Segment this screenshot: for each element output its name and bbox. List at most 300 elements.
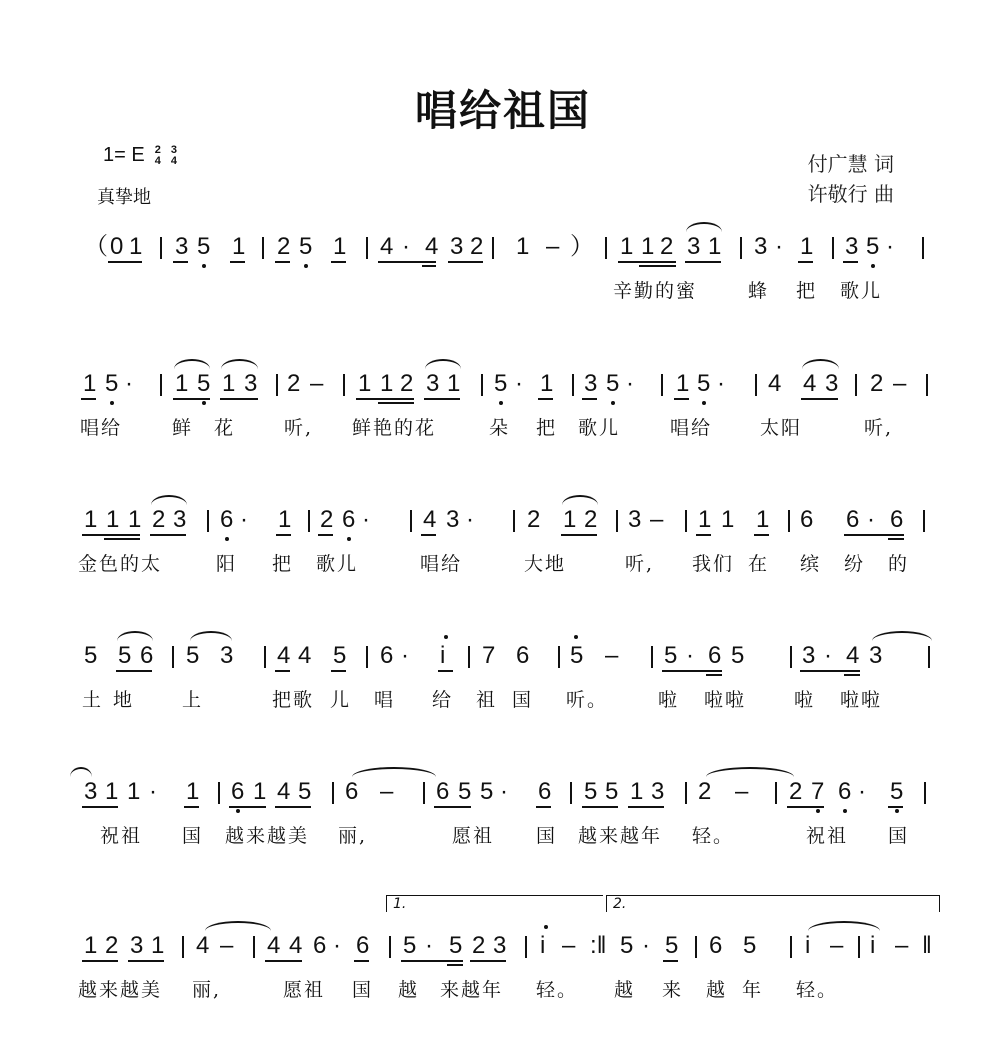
barline	[276, 374, 278, 396]
lyric-syllable: 歌儿	[578, 417, 621, 439]
barline	[790, 646, 792, 668]
note: 2	[152, 506, 166, 533]
underline-beam	[844, 674, 860, 676]
lower-octave-dot	[895, 809, 899, 813]
note: 6	[345, 778, 359, 805]
note: 3	[869, 642, 883, 669]
note: 1	[620, 233, 634, 260]
slur-tie	[221, 359, 258, 369]
underline-beam	[318, 534, 333, 536]
note: 5	[480, 778, 494, 805]
lyric-syllable: 上	[182, 689, 204, 711]
lyric-syllable: 大地	[524, 553, 567, 575]
barline	[264, 646, 266, 668]
lyric-syllable: 朵	[489, 417, 511, 439]
underline-beam	[276, 534, 291, 536]
note: 2	[320, 506, 334, 533]
note: 6	[516, 642, 530, 669]
note: 3	[651, 778, 665, 805]
underline-beam	[801, 398, 838, 400]
slur-tie	[352, 767, 436, 777]
note: 5	[697, 370, 711, 397]
lyric-syllable: 歌儿	[316, 553, 359, 575]
lyric-syllable: 来越年	[440, 979, 504, 1001]
underline-beam	[82, 806, 118, 808]
lyric-syllable: 太阳	[760, 417, 803, 439]
underline-beam	[275, 261, 290, 263]
note: 1	[128, 506, 142, 533]
underline-beam	[220, 398, 258, 400]
note: 5	[890, 778, 904, 805]
barline	[468, 646, 470, 668]
underline-beam	[150, 534, 186, 536]
note: –	[895, 932, 909, 959]
barline	[160, 374, 162, 396]
underline-beam	[706, 674, 722, 676]
note: 3	[845, 233, 859, 260]
lower-octave-dot	[702, 401, 706, 405]
note: 1	[563, 506, 577, 533]
note: 1	[105, 778, 119, 805]
note: 5	[458, 778, 472, 805]
note: 5	[197, 233, 211, 260]
barline	[366, 237, 368, 259]
note: 1	[151, 932, 165, 959]
note: 4	[277, 778, 291, 805]
barline	[332, 782, 334, 804]
lyric-syllable: 儿	[330, 689, 352, 711]
underline-beam	[844, 534, 904, 536]
lower-octave-dot	[304, 264, 308, 268]
underline-beam	[82, 960, 118, 962]
lyric-syllable: 把	[272, 553, 294, 575]
note: 1	[278, 506, 292, 533]
barline	[262, 237, 264, 259]
note: 1	[721, 506, 735, 533]
underline-beam	[173, 261, 188, 263]
note: –	[562, 932, 576, 959]
note: 1	[540, 370, 554, 397]
note: 1	[84, 506, 98, 533]
note: 4	[423, 506, 437, 533]
lyric-syllable: 越来越年	[578, 825, 663, 847]
slur-tie	[425, 359, 461, 369]
lyric-syllable: 轻。	[536, 979, 579, 1001]
note: 7	[482, 642, 496, 669]
lyric-syllable: 越	[614, 979, 636, 1001]
barline	[755, 374, 757, 396]
song-title: 唱给祖国	[414, 86, 591, 135]
note: ·	[466, 506, 474, 533]
lyricist-credit: 付广慧 词	[807, 152, 894, 176]
slur-tie	[802, 359, 839, 369]
underline-beam	[104, 538, 140, 540]
note: ·	[886, 233, 894, 260]
note: :‖	[590, 932, 607, 959]
note: 1	[175, 370, 189, 397]
note: 5	[664, 642, 678, 669]
note: 1	[380, 370, 394, 397]
note: 2	[472, 932, 486, 959]
lyric-syllable: 啦啦	[840, 689, 883, 711]
note: ·	[686, 642, 694, 669]
lyric-syllable: 鲜	[172, 417, 194, 439]
note: 3	[220, 642, 234, 669]
note: 1	[84, 932, 98, 959]
lyric-syllable: 祝祖	[100, 825, 143, 847]
note: 6	[538, 778, 552, 805]
note: 5	[584, 778, 598, 805]
underline-beam	[230, 261, 245, 263]
note: ·	[515, 370, 523, 397]
note: 3	[426, 370, 440, 397]
lyrics-line	[0, 685, 1006, 715]
lyric-syllable: 地	[113, 689, 135, 711]
notation-line	[0, 931, 1006, 971]
note: ·	[240, 506, 248, 533]
lyric-syllable: 我们	[692, 553, 735, 575]
note: ·	[402, 233, 410, 260]
note: 3	[825, 370, 839, 397]
note: 6	[838, 778, 852, 805]
slur-tie	[151, 495, 187, 505]
note: 3	[628, 506, 642, 533]
barline	[775, 782, 777, 804]
lower-octave-dot	[843, 809, 847, 813]
lower-octave-dot	[816, 809, 820, 813]
barline	[832, 237, 834, 259]
note: 4	[298, 642, 312, 669]
lyric-syllable: 纷	[844, 553, 866, 575]
slur-tie	[706, 767, 794, 777]
lyric-syllable: 唱给	[420, 553, 463, 575]
note: 6	[436, 778, 450, 805]
note: 1	[253, 778, 267, 805]
note: 4	[768, 370, 782, 397]
lyrics-line	[0, 975, 1006, 1005]
lyrics-line	[0, 549, 1006, 579]
note: ·	[626, 370, 634, 397]
lyric-syllable: 听,	[864, 417, 894, 439]
note: 3	[175, 233, 189, 260]
note: 5	[570, 642, 584, 669]
note: 6	[380, 642, 394, 669]
lyric-syllable: 越	[398, 979, 420, 1001]
note: 4	[425, 233, 439, 260]
underline-beam	[628, 806, 664, 808]
barline	[616, 510, 618, 532]
barline	[922, 237, 924, 259]
lyric-syllable: 把歌	[272, 689, 315, 711]
lyric-syllable: 鲜艳的花	[352, 417, 437, 439]
barline	[423, 782, 425, 804]
note: i	[540, 932, 546, 959]
note: 1	[129, 233, 143, 260]
note: 3	[173, 506, 187, 533]
fermata-icon	[544, 925, 548, 929]
note: ·	[125, 370, 133, 397]
note: 2	[870, 370, 884, 397]
note: ·	[824, 642, 832, 669]
barline	[572, 374, 574, 396]
lyric-syllable: 唱给	[670, 417, 713, 439]
tempo-marking: 真挚地	[97, 187, 151, 208]
lyric-syllable: 啦	[794, 689, 816, 711]
underline-beam	[331, 670, 346, 672]
lower-octave-dot	[202, 401, 206, 405]
note: –	[310, 370, 324, 397]
lyric-syllable: 祖	[476, 689, 498, 711]
fermata-icon	[574, 635, 578, 639]
underline-beam	[128, 960, 164, 962]
barline	[481, 374, 483, 396]
lyric-syllable: 把	[536, 417, 558, 439]
underline-beam	[448, 261, 483, 263]
composer-credit: 许敬行 曲	[807, 182, 894, 206]
lower-octave-dot	[202, 264, 206, 268]
lyric-syllable: 把	[796, 280, 818, 302]
underline-beam	[888, 806, 903, 808]
lyric-syllable: 唱	[374, 689, 396, 711]
lyric-syllable: 轻。	[796, 979, 839, 1001]
lyrics-line	[0, 276, 1006, 306]
note: 5	[118, 642, 132, 669]
note: 4	[289, 932, 303, 959]
note: ）	[570, 233, 594, 260]
note: –	[830, 932, 844, 959]
note: 1	[447, 370, 461, 397]
note: ·	[642, 932, 650, 959]
note: ·	[425, 932, 433, 959]
barline	[410, 510, 412, 532]
lower-octave-dot	[347, 537, 351, 541]
lower-octave-dot	[499, 401, 503, 405]
lyric-syllable: 国	[512, 689, 534, 711]
note: 6	[342, 506, 356, 533]
score-line-4	[0, 641, 1006, 711]
barline	[923, 510, 925, 532]
note: ‖	[922, 932, 932, 959]
underline-beam	[754, 534, 769, 536]
barline	[172, 646, 174, 668]
note: 5	[84, 642, 98, 669]
lyric-syllable: 年	[742, 979, 764, 1001]
barline	[928, 646, 930, 668]
note: 5	[605, 778, 619, 805]
key-signature: 1= E	[103, 144, 145, 166]
barline	[661, 374, 663, 396]
note: 6	[356, 932, 370, 959]
lower-octave-dot	[225, 537, 229, 541]
fermata-icon	[444, 635, 448, 639]
lyric-syllable: 丽,	[338, 825, 368, 847]
barline	[924, 782, 926, 804]
lyric-syllable: 在	[748, 553, 770, 575]
lyric-syllable: 来	[662, 979, 684, 1001]
lyrics-line	[0, 821, 1006, 851]
note: 5	[299, 233, 313, 260]
lyric-syllable: 越来越美	[78, 979, 163, 1001]
note: ·	[401, 642, 409, 669]
note: 5	[403, 932, 417, 959]
lyric-syllable: 越	[706, 979, 728, 1001]
score-line-3	[0, 505, 1006, 575]
note: ·	[858, 778, 866, 805]
underline-beam	[424, 398, 460, 400]
lyric-syllable: 唱给	[80, 417, 123, 439]
note: 3	[687, 233, 701, 260]
note: 1	[333, 233, 347, 260]
underline-beam	[275, 806, 311, 808]
note: 6	[800, 506, 814, 533]
lyric-syllable: 丽,	[192, 979, 222, 1001]
underline-beam	[275, 670, 290, 672]
note: 3	[244, 370, 258, 397]
underline-beam	[82, 534, 140, 536]
note: 1	[232, 233, 246, 260]
note: –	[546, 233, 560, 260]
note: ·	[333, 932, 341, 959]
slur-tie	[205, 921, 271, 931]
barline	[343, 374, 345, 396]
notation-line	[0, 232, 1006, 272]
barline	[790, 936, 792, 958]
barline	[308, 510, 310, 532]
volta-bracket-2: 2.	[606, 895, 940, 912]
underline-beam	[265, 960, 302, 962]
note: 5	[186, 642, 200, 669]
notation-line	[0, 641, 1006, 681]
note: –	[220, 932, 234, 959]
note: 1	[516, 233, 530, 260]
note: 4	[803, 370, 817, 397]
note: –	[380, 778, 394, 805]
note: 3	[584, 370, 598, 397]
note: 2	[400, 370, 414, 397]
lyric-syllable: 听,	[625, 553, 655, 575]
underline-beam	[618, 261, 676, 263]
lyric-syllable: 愿祖	[452, 825, 495, 847]
underline-beam	[696, 534, 711, 536]
note: 3	[493, 932, 507, 959]
underline-beam	[662, 670, 722, 672]
note: –	[650, 506, 664, 533]
barline	[160, 237, 162, 259]
note: 4	[196, 932, 210, 959]
score-line-1	[0, 232, 1006, 302]
underline-beam	[582, 398, 597, 400]
note: 4	[380, 233, 394, 260]
barline	[605, 237, 607, 259]
lyric-syllable: 国	[888, 825, 910, 847]
slur-tie	[686, 222, 722, 232]
note: –	[893, 370, 907, 397]
barline	[695, 936, 697, 958]
lyric-syllable: 金色的太	[78, 553, 163, 575]
barline	[570, 782, 572, 804]
lyric-syllable: 缤	[800, 553, 822, 575]
underline-beam	[173, 398, 210, 400]
barline	[858, 936, 860, 958]
note: 0	[110, 233, 124, 260]
barline	[558, 646, 560, 668]
underline-beam	[663, 960, 678, 962]
slur-tie	[70, 767, 92, 777]
barline	[513, 510, 515, 532]
note: 5	[866, 233, 880, 260]
note: i	[805, 932, 811, 959]
underline-beam	[798, 261, 813, 263]
key-and-time-signature	[103, 144, 177, 167]
note: 3	[754, 233, 768, 260]
note: ·	[717, 370, 725, 397]
underline-beam	[674, 398, 689, 400]
note: 5	[665, 932, 679, 959]
underline-beam	[81, 398, 96, 400]
note: 5	[743, 932, 757, 959]
note: 1	[676, 370, 690, 397]
note: 2	[277, 233, 291, 260]
note: 2	[105, 932, 119, 959]
note: 6	[708, 642, 722, 669]
note: 1	[698, 506, 712, 533]
note: ·	[867, 506, 875, 533]
note: –	[735, 778, 749, 805]
slur-tie	[872, 631, 932, 641]
note: 5	[449, 932, 463, 959]
barline	[740, 237, 742, 259]
note: i	[870, 932, 876, 959]
lyric-syllable: 听。	[566, 689, 609, 711]
note: 4	[267, 932, 281, 959]
underline-beam	[800, 670, 860, 672]
note: 1	[106, 506, 120, 533]
note: 6	[140, 642, 154, 669]
score-line-6	[0, 931, 1006, 1001]
barline	[218, 782, 220, 804]
note: 1	[708, 233, 722, 260]
underline-beam	[356, 398, 414, 400]
lyric-syllable: 国	[182, 825, 204, 847]
underline-beam	[229, 806, 266, 808]
note: 1	[358, 370, 372, 397]
note: 1	[641, 233, 655, 260]
note: 1	[756, 506, 770, 533]
note: 6	[231, 778, 245, 805]
lower-octave-dot	[871, 264, 875, 268]
lyric-syllable: 给	[432, 689, 454, 711]
underline-beam	[434, 806, 471, 808]
lyric-syllable: 辛勤的蜜	[613, 280, 698, 302]
note: 3	[802, 642, 816, 669]
note: 3	[450, 233, 464, 260]
lyric-syllable: 越来越美	[225, 825, 310, 847]
note: 2	[527, 506, 541, 533]
lyric-syllable: 听,	[284, 417, 314, 439]
underline-beam	[184, 806, 199, 808]
note: 3	[84, 778, 98, 805]
note: 7	[811, 778, 825, 805]
barline	[788, 510, 790, 532]
underline-beam	[536, 806, 551, 808]
underline-beam	[354, 960, 369, 962]
note: 2	[660, 233, 674, 260]
underline-beam	[888, 538, 904, 540]
note: 5	[494, 370, 508, 397]
underline-beam	[422, 265, 436, 267]
barline	[855, 374, 857, 396]
slur-tie	[190, 631, 232, 641]
